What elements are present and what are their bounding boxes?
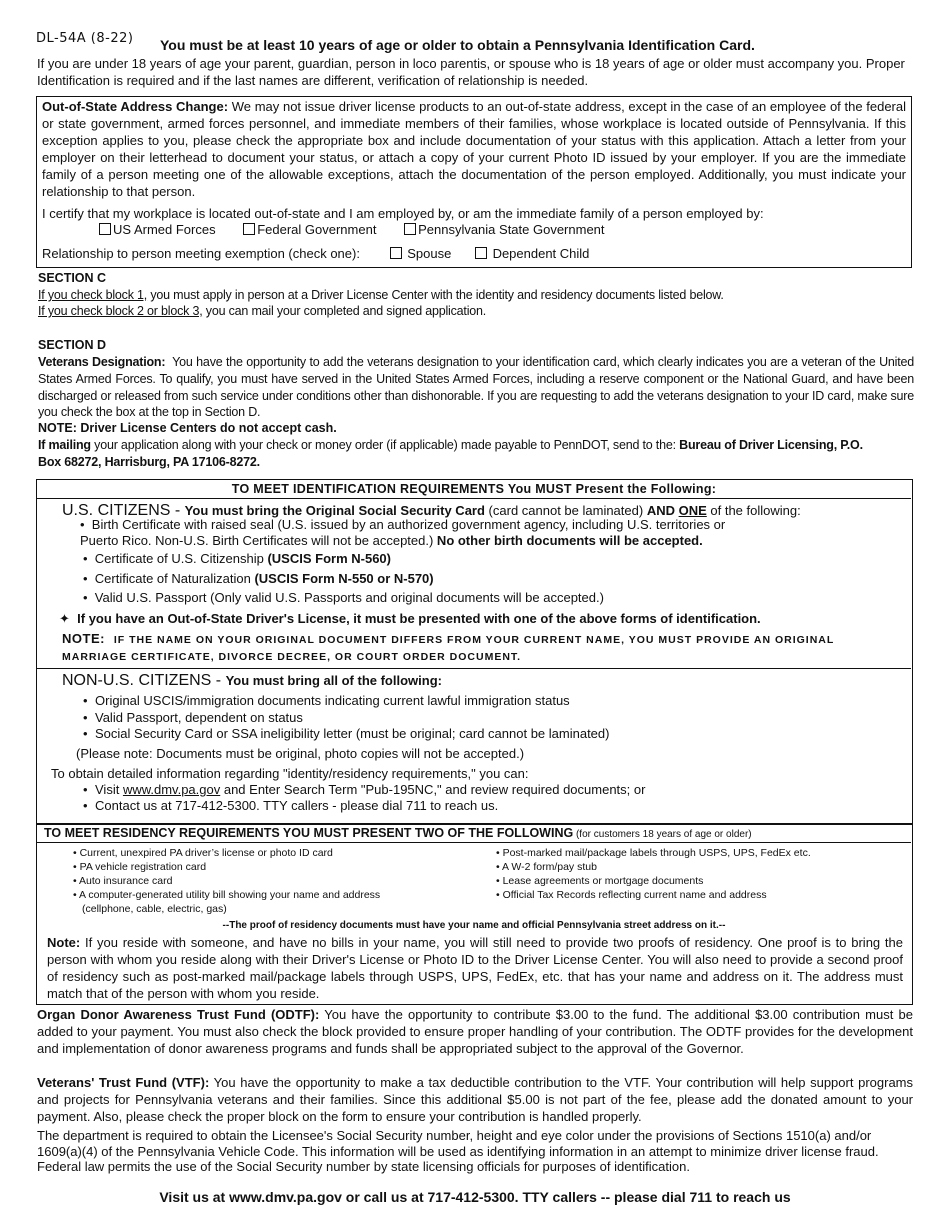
list-item: • Valid Passport, dependent on status [81, 710, 609, 727]
residency-left-list [73, 846, 380, 916]
list-item: • Lease agreements or mortgage documents [496, 875, 704, 887]
out-of-state-box [36, 96, 912, 268]
us-item-passport: • Valid U.S. Passport (Only valid U.S. Passports and original documents will be accepted.) [83, 590, 604, 605]
employer-options [99, 221, 605, 238]
option-pa-state-government[interactable]: Pennsylvania State Government [404, 222, 604, 237]
checkbox[interactable] [99, 223, 111, 235]
relationship-label: Relationship to person meeting exemption (check one): [42, 246, 360, 261]
non-us-citizens-heading: NON-U.S. CITIZENS - You must bring all of the following: [62, 672, 442, 689]
veterans-designation: Veterans Designation: You have the opportunity to add the veterans designation to your identification card, which clearly indicates you are a veteran of the United States Armed Forces. To qualify, you must have served in the United States Armed Forces, including a reserve component or the National Guard, and have been discharged or released from such service under conditions other than dishonorable. If you are requesting to add the veterans designation to your ID card, make sure you check the box at the top in Section D. [38, 355, 915, 420]
option-dependent-child[interactable]: Dependent Child [475, 246, 589, 261]
option-us-armed-forces[interactable]: US Armed Forces [99, 222, 216, 237]
us-item-birth-certificate: • Birth Certificate with raised seal (U.S. issued by an authorized government agency, including U.S. territories or Puerto Rico. Non-U.S. Birth Certificates will not be accepted.) No other birth documents will be accepted. [80, 517, 726, 548]
certify-text: I certify that my workplace is located out-of-state and I am employed by, or am the immediate family of a person employed by: [42, 206, 764, 221]
header-title: You must be at least 10 years of age or older to obtain a Pennsylvania Identification Card. [160, 37, 755, 53]
list-item: • Auto insurance card [73, 875, 173, 887]
section-c-line1: If you check block 1, you must apply in person at a Driver License Center with the identity and residency documents listed below. [38, 288, 724, 302]
info-items [81, 782, 645, 814]
list-item: • Post-marked mail/package labels through USPS, UPS, FedEx etc. [496, 847, 811, 859]
section-c-line2: If you check block 2 or block 3, you can mail your completed and signed application. [38, 304, 487, 318]
footer-contact: Visit us at www.dmv.pa.gov or call us at 717-412-5300. TTY callers -- please dial 711 to reach us [159, 1189, 791, 1205]
checkbox[interactable] [243, 223, 255, 235]
id-requirements-header: TO MEET IDENTIFICATION REQUIREMENTS You MUST Present the Following: [37, 480, 911, 499]
checkbox[interactable] [390, 247, 402, 259]
form-id: DL-54A (8-22) [36, 31, 134, 46]
out-of-state-text: We may not issue driver license products to an out-of-state address, except in the case of an employee of the federal or state government, armed forces personnel, and immediate members of their families, whose workplace is located outside of Pennsylvania. If this exception applies to you, please check the appropriate box and include documentation of your status with this application. Attach a letter from your employer on their letterhead to document your status, or attach a copy of your current Photo ID issued by your employer. If you are the immediate family of a person meeting one of the allowable exceptions, attach the documentation of the person employed. Additionally, you must indicate your relationship to that person. [42, 99, 907, 199]
us-item-naturalization: • Certificate of Naturalization (USCIS Form N-550 or N-570) [83, 571, 434, 586]
cash-note: NOTE: Driver License Centers do not accept cash. [38, 421, 337, 435]
checkbox[interactable] [475, 247, 487, 259]
relationship-row [42, 245, 589, 262]
odtf-paragraph: Organ Donor Awareness Trust Fund (ODTF): You have the opportunity to contribute $3.00 to the fund. The additional $3.00 contribution must be added to your payment. You must also check the block provided to ensure proper handling of your contribution. The ODTF provides for the development and implementation of donor awareness programs and funds shall be appropriated subject to the approval of the Governor. [37, 1007, 913, 1056]
residency-box [36, 823, 913, 1005]
id-requirements-box [36, 479, 913, 825]
out-of-state-paragraph [42, 98, 906, 200]
section-d-heading: SECTION D [38, 338, 107, 352]
list-item: • A computer-generated utility bill showing your name and address [73, 889, 381, 901]
id-divider [37, 668, 911, 669]
info-line: To obtain detailed information regarding "identity/residency requirements," you can: [51, 766, 529, 781]
intro-text: If you are under 18 years of age your parent, guardian, person in loco parentis, or spouse who is 18 years of age or older must accompany you. Proper Identification is required and if the last names are different, verification of relationship is needed. [37, 56, 905, 88]
list-item: • A W-2 form/pay stub [496, 861, 597, 873]
out-of-state-heading: Out-of-State Address Change: [42, 99, 229, 114]
us-citizens-heading: U.S. CITIZENS - You must bring the Original Social Security Card (card cannot be laminated) AND ONE of the following: [62, 502, 801, 519]
ssn-paragraph: The department is required to obtain the Licensee's Social Security number, height and eye color under the provisions of Sections 1510(a) and/or 1609(a)(4) of the Pennsylvania Vehicle Code. This information will be used as identifying information in an attempt to minimize driver license fraud. Federal law permits the use of the Social Security number by state licensing officials for purposes of identification. [37, 1128, 879, 1174]
residency-proof-note: --The proof of residency documents must have your name and official Pennsylvania street address on it.-- [222, 920, 726, 931]
list-item: • Current, unexpired PA driver’s license or photo ID card [73, 847, 333, 859]
list-item: • Social Security Card or SSA ineligibility letter (must be original; card cannot be laminated) [81, 726, 609, 743]
list-item: • Visit www.dmv.pa.gov and Enter Search Term "Pub-195NC," and review required documents; or [81, 782, 645, 798]
non-us-note: (Please note: Documents must be original, photo copies will not be accepted.) [76, 746, 525, 761]
option-federal-government[interactable]: Federal Government [243, 222, 376, 237]
option-spouse[interactable]: Spouse [390, 246, 452, 261]
non-us-items [81, 693, 609, 743]
list-item: • PA vehicle registration card [73, 861, 207, 873]
list-item-cont: (cellphone, cable, electric, gas) [82, 903, 227, 915]
section-c-heading: SECTION C [38, 271, 107, 285]
name-difference-note: NOTE: IF THE NAME ON YOUR ORIGINAL DOCUMENT DIFFERS FROM YOUR CURRENT NAME, YOU MUST PROVIDE AN ORIGINAL MARRIAGE CERTIFICATE, DIVORCE DECREE, OR COURT ORDER DOCUMENT. [62, 631, 835, 663]
us-item-citizenship: • Certificate of U.S. Citizenship (USCIS Form N-560) [83, 551, 391, 566]
residency-note: Note: If you reside with someone, and have no bills in your name, you will still need to provide two proofs of residency. One proof is to bring the person with whom you reside along with their Driver's License or Photo ID to the Driver License Center. You will also need to provide a second proof of residency such as post-marked mail/package labels through USPS, UPS, FedEx, etc. that has your name and address on it. The address must match that of the person with whom you reside. [47, 935, 903, 1001]
out-of-state-license-note: ✦ If you have an Out-of-State Driver's License, it must be presented with one of the above forms of identification. [59, 611, 761, 626]
dmv-link[interactable]: www.dmv.pa.gov [122, 782, 221, 797]
mailing-info: If mailing your application along with your check or money order (if applicable) made payable to PennDOT, send to the: Bureau of Driver Licensing, P.O. Box 68272, Harrisburg, PA 17106-8272. [38, 438, 863, 469]
list-item: • Contact us at 717-412-5300. TTY callers - please dial 711 to reach us. [81, 798, 645, 814]
vtf-paragraph: Veterans' Trust Fund (VTF): You have the opportunity to make a tax deductible contribution to the VTF. Your contribution will help support programs and projects for Pennsylvania veterans and their families. Since this additional $5.00 is not part of the fee, please add the donated amount to your payment. Also, please check the proper block on the form to ensure your contribution is handled properly. [37, 1075, 913, 1124]
residency-right-list [496, 846, 811, 902]
residency-header: TO MEET RESIDENCY REQUIREMENTS YOU MUST PRESENT TWO OF THE FOLLOWING (for customers 18 years of age or older) [37, 824, 911, 843]
checkbox[interactable] [404, 223, 416, 235]
diamond-star-icon: ✦ [59, 611, 70, 626]
list-item: • Original USCIS/immigration documents indicating current lawful immigration status [81, 693, 609, 710]
list-item: • Official Tax Records reflecting current name and address [496, 889, 767, 901]
